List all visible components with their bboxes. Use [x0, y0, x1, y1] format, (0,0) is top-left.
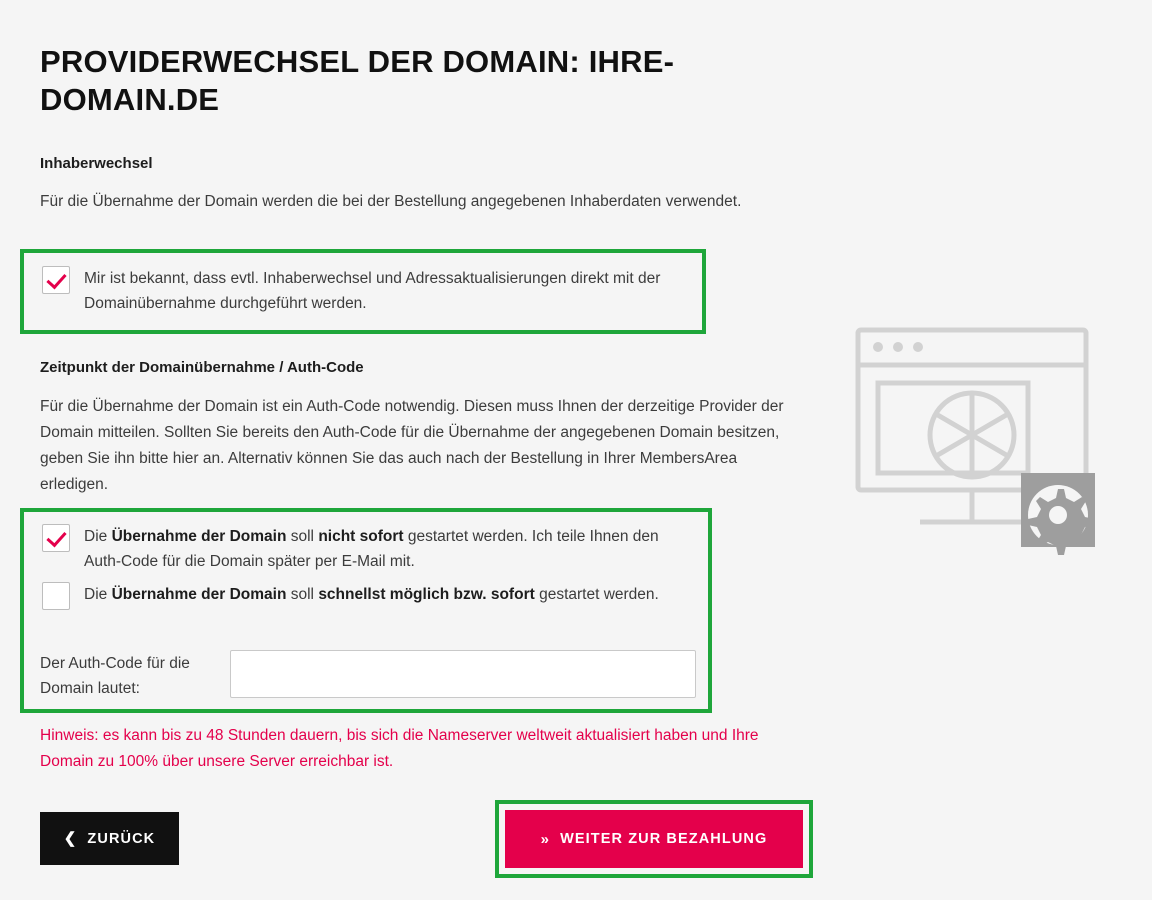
- submit-button[interactable]: [505, 810, 803, 868]
- back-button-label: ZURÜCK: [87, 830, 156, 847]
- authcode-label: Der Auth-Code für die Domain lautet:: [40, 655, 190, 697]
- option-later-bold-1: Übernahme der Domain: [111, 528, 287, 545]
- consent-checkbox-row[interactable]: [42, 266, 687, 316]
- option-now-bold-1: Übernahme der Domain: [111, 586, 287, 603]
- inhaberwechsel-description: Für die Übernahme der Domain werden die bei der Bestellung angegebenen Inhaberdaten verwendet.: [40, 193, 742, 210]
- back-button[interactable]: [40, 812, 179, 865]
- monitor-with-gear-illustration: [850, 325, 1100, 555]
- consent-checkbox[interactable]: [42, 266, 70, 294]
- option-later-bold-2: nicht sofort: [318, 528, 404, 545]
- section-heading-inhaberwechsel: Inhaberwechsel: [40, 155, 153, 172]
- submit-button-label: WEITER ZUR BEZAHLUNG: [560, 831, 768, 847]
- option-now-text-before: Die: [84, 586, 112, 603]
- section-heading-zeitpunkt: Zeitpunkt der Domainübernahme / Auth-Code: [40, 359, 364, 376]
- option-now-text-mid: soll: [286, 586, 319, 603]
- page-title: PROVIDERWECHSEL DER DOMAIN: IHRE-DOMAIN.DE: [40, 43, 675, 117]
- option-now-bold-2: schnellst möglich bzw. sofort: [318, 586, 535, 603]
- option-later-text-before: Die: [84, 528, 112, 545]
- option-later-label: [84, 524, 697, 574]
- option-now-checkbox[interactable]: [42, 582, 70, 610]
- option-now-row[interactable]: [42, 582, 692, 610]
- option-later-checkbox[interactable]: [42, 524, 70, 552]
- option-later-text-after: gestartet werden. Ich teile Ihnen den Auth-Code für die Domain später per E-Mail mit.: [84, 528, 659, 570]
- double-chevron-right-icon: »: [540, 830, 551, 848]
- option-later-text-mid: soll: [286, 528, 319, 545]
- authcode-input[interactable]: [230, 650, 696, 698]
- consent-checkbox-label: Mir ist bekannt, dass evtl. Inhaberwechsel und Adressaktualisierungen direkt mit der Domainübernahme durchgeführt werden.: [84, 270, 661, 312]
- zeitpunkt-description: Für die Übernahme der Domain ist ein Auth-Code notwendig. Diesen muss Ihnen der derzeitige Provider der Domain mitteilen. Sollten Sie bereits den Auth-Code für die Übernahme der angegebenen Domain besitzen, geben Sie ihn bitte hier an. Alternativ können Sie das auch nach der Bestellung in Ihrer MembersArea erledigen.: [40, 398, 784, 493]
- chevron-left-icon: ❮: [63, 830, 78, 847]
- hinweis-text: Hinweis: es kann bis zu 48 Stunden dauern, bis sich die Nameserver weltweit aktualisiert haben und Ihre Domain zu 100% über unsere Server erreichbar ist.: [40, 727, 759, 770]
- option-later-row[interactable]: [42, 524, 697, 574]
- option-now-label: [84, 582, 659, 607]
- option-now-text-after: gestartet werden.: [534, 586, 659, 603]
